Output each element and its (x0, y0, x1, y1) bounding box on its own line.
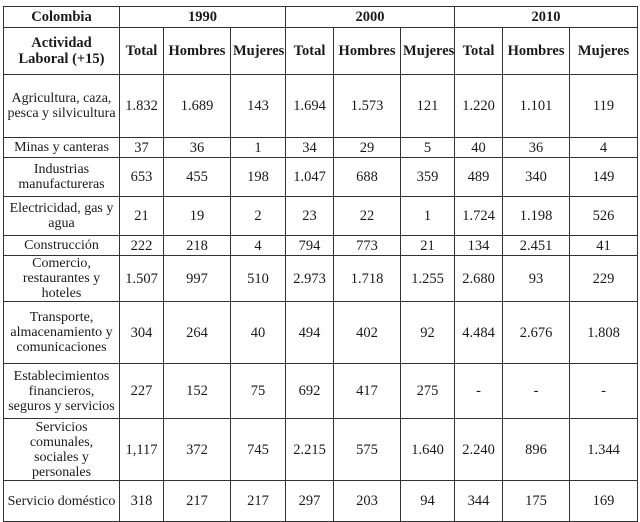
value-cell: 304 (120, 302, 164, 364)
activity-label: Comercio, restaurantes y hoteles (4, 256, 120, 302)
value-cell: 1.718 (334, 256, 401, 302)
value-cell: - (455, 364, 503, 419)
table-row (4, 302, 638, 364)
activity-label: Establecimientos financieros, seguros y servicios (4, 364, 120, 419)
table-row (4, 481, 638, 522)
value-cell: - (503, 364, 570, 419)
sub-header: Total (120, 28, 164, 75)
value-cell: 217 (164, 481, 231, 522)
value-cell: 997 (164, 256, 231, 302)
value-cell: 1.832 (120, 75, 164, 138)
value-cell: 23 (286, 197, 334, 236)
value-cell: 1.255 (401, 256, 455, 302)
year-header-row (4, 7, 638, 28)
table-row (4, 158, 638, 197)
value-cell: 1.689 (164, 75, 231, 138)
sub-header: Total (286, 28, 334, 75)
year-header: 2000 (286, 7, 455, 28)
employment-table-container (3, 6, 638, 522)
table-row (4, 236, 638, 256)
value-cell: 359 (401, 158, 455, 197)
value-cell: 2.451 (503, 236, 570, 256)
value-cell: 1 (231, 138, 286, 158)
value-cell: 19 (164, 197, 231, 236)
value-cell: 653 (120, 158, 164, 197)
value-cell: 264 (164, 302, 231, 364)
table-body (4, 75, 638, 522)
value-cell: 4 (231, 236, 286, 256)
value-cell: 40 (455, 138, 503, 158)
value-cell: 41 (570, 236, 638, 256)
value-cell: 94 (401, 481, 455, 522)
value-cell: 745 (231, 419, 286, 481)
value-cell: 692 (286, 364, 334, 419)
value-cell: 402 (334, 302, 401, 364)
value-cell: 203 (334, 481, 401, 522)
value-cell: 34 (286, 138, 334, 158)
value-cell: 773 (334, 236, 401, 256)
value-cell: 494 (286, 302, 334, 364)
value-cell: 1.808 (570, 302, 638, 364)
value-cell: 21 (120, 197, 164, 236)
value-cell: 36 (503, 138, 570, 158)
value-cell: 896 (503, 419, 570, 481)
value-cell: 2.676 (503, 302, 570, 364)
value-cell: 36 (164, 138, 231, 158)
value-cell: 119 (570, 75, 638, 138)
sub-header-row (4, 28, 638, 75)
value-cell: 22 (334, 197, 401, 236)
activity-label: Transporte, almacenamiento y comunicaciones (4, 302, 120, 364)
year-header: 1990 (120, 7, 286, 28)
employment-table (3, 6, 638, 522)
table-row (4, 197, 638, 236)
value-cell: 1,117 (120, 419, 164, 481)
value-cell: 218 (164, 236, 231, 256)
value-cell: 1 (401, 197, 455, 236)
value-cell: 217 (231, 481, 286, 522)
value-cell: 29 (334, 138, 401, 158)
value-cell: 143 (231, 75, 286, 138)
value-cell: 372 (164, 419, 231, 481)
year-header: 2010 (455, 7, 638, 28)
value-cell: 227 (120, 364, 164, 419)
value-cell: 510 (231, 256, 286, 302)
table-row (4, 364, 638, 419)
value-cell: 75 (231, 364, 286, 419)
value-cell: 152 (164, 364, 231, 419)
value-cell: 134 (455, 236, 503, 256)
activity-label: Construcción (4, 236, 120, 256)
table-row (4, 138, 638, 158)
value-cell: 1.344 (570, 419, 638, 481)
activity-header: Actividad Laboral (+15) (4, 28, 120, 75)
value-cell: 198 (231, 158, 286, 197)
value-cell: 2.215 (286, 419, 334, 481)
value-cell: 93 (503, 256, 570, 302)
table-row (4, 256, 638, 302)
value-cell: 169 (570, 481, 638, 522)
value-cell: 2.680 (455, 256, 503, 302)
table-header (4, 7, 638, 75)
value-cell: 575 (334, 419, 401, 481)
activity-label: Industrias manufactureras (4, 158, 120, 197)
value-cell: 417 (334, 364, 401, 419)
value-cell: 526 (570, 197, 638, 236)
table-row (4, 75, 638, 138)
value-cell: 1.724 (455, 197, 503, 236)
value-cell: 318 (120, 481, 164, 522)
value-cell: 229 (570, 256, 638, 302)
value-cell: 4 (570, 138, 638, 158)
sub-header: Hombres (503, 28, 570, 75)
value-cell: 1.640 (401, 419, 455, 481)
value-cell: - (570, 364, 638, 419)
value-cell: 455 (164, 158, 231, 197)
value-cell: 222 (120, 236, 164, 256)
value-cell: 340 (503, 158, 570, 197)
value-cell: 1.694 (286, 75, 334, 138)
sub-header: Mujeres (401, 28, 455, 75)
value-cell: 1.198 (503, 197, 570, 236)
sub-header: Total (455, 28, 503, 75)
value-cell: 297 (286, 481, 334, 522)
sub-header: Hombres (164, 28, 231, 75)
value-cell: 2.973 (286, 256, 334, 302)
activity-label: Servicios comunales, sociales y personales (4, 419, 120, 481)
value-cell: 92 (401, 302, 455, 364)
sub-header: Mujeres (231, 28, 286, 75)
sub-header: Hombres (334, 28, 401, 75)
value-cell: 1.220 (455, 75, 503, 138)
value-cell: 175 (503, 481, 570, 522)
corner-label: Colombia (4, 7, 120, 28)
value-cell: 1.101 (503, 75, 570, 138)
value-cell: 21 (401, 236, 455, 256)
value-cell: 40 (231, 302, 286, 364)
value-cell: 1.507 (120, 256, 164, 302)
activity-label: Electricidad, gas y agua (4, 197, 120, 236)
value-cell: 2 (231, 197, 286, 236)
value-cell: 121 (401, 75, 455, 138)
value-cell: 1.573 (334, 75, 401, 138)
value-cell: 2.240 (455, 419, 503, 481)
value-cell: 4.484 (455, 302, 503, 364)
activity-label: Minas y canteras (4, 138, 120, 158)
value-cell: 794 (286, 236, 334, 256)
value-cell: 5 (401, 138, 455, 158)
value-cell: 275 (401, 364, 455, 419)
activity-label: Agricultura, caza, pesca y silvicultura (4, 75, 120, 138)
value-cell: 1.047 (286, 158, 334, 197)
value-cell: 37 (120, 138, 164, 158)
value-cell: 344 (455, 481, 503, 522)
activity-label: Servicio doméstico (4, 481, 120, 522)
value-cell: 489 (455, 158, 503, 197)
value-cell: 149 (570, 158, 638, 197)
value-cell: 688 (334, 158, 401, 197)
table-row (4, 419, 638, 481)
sub-header: Mujeres (570, 28, 638, 75)
